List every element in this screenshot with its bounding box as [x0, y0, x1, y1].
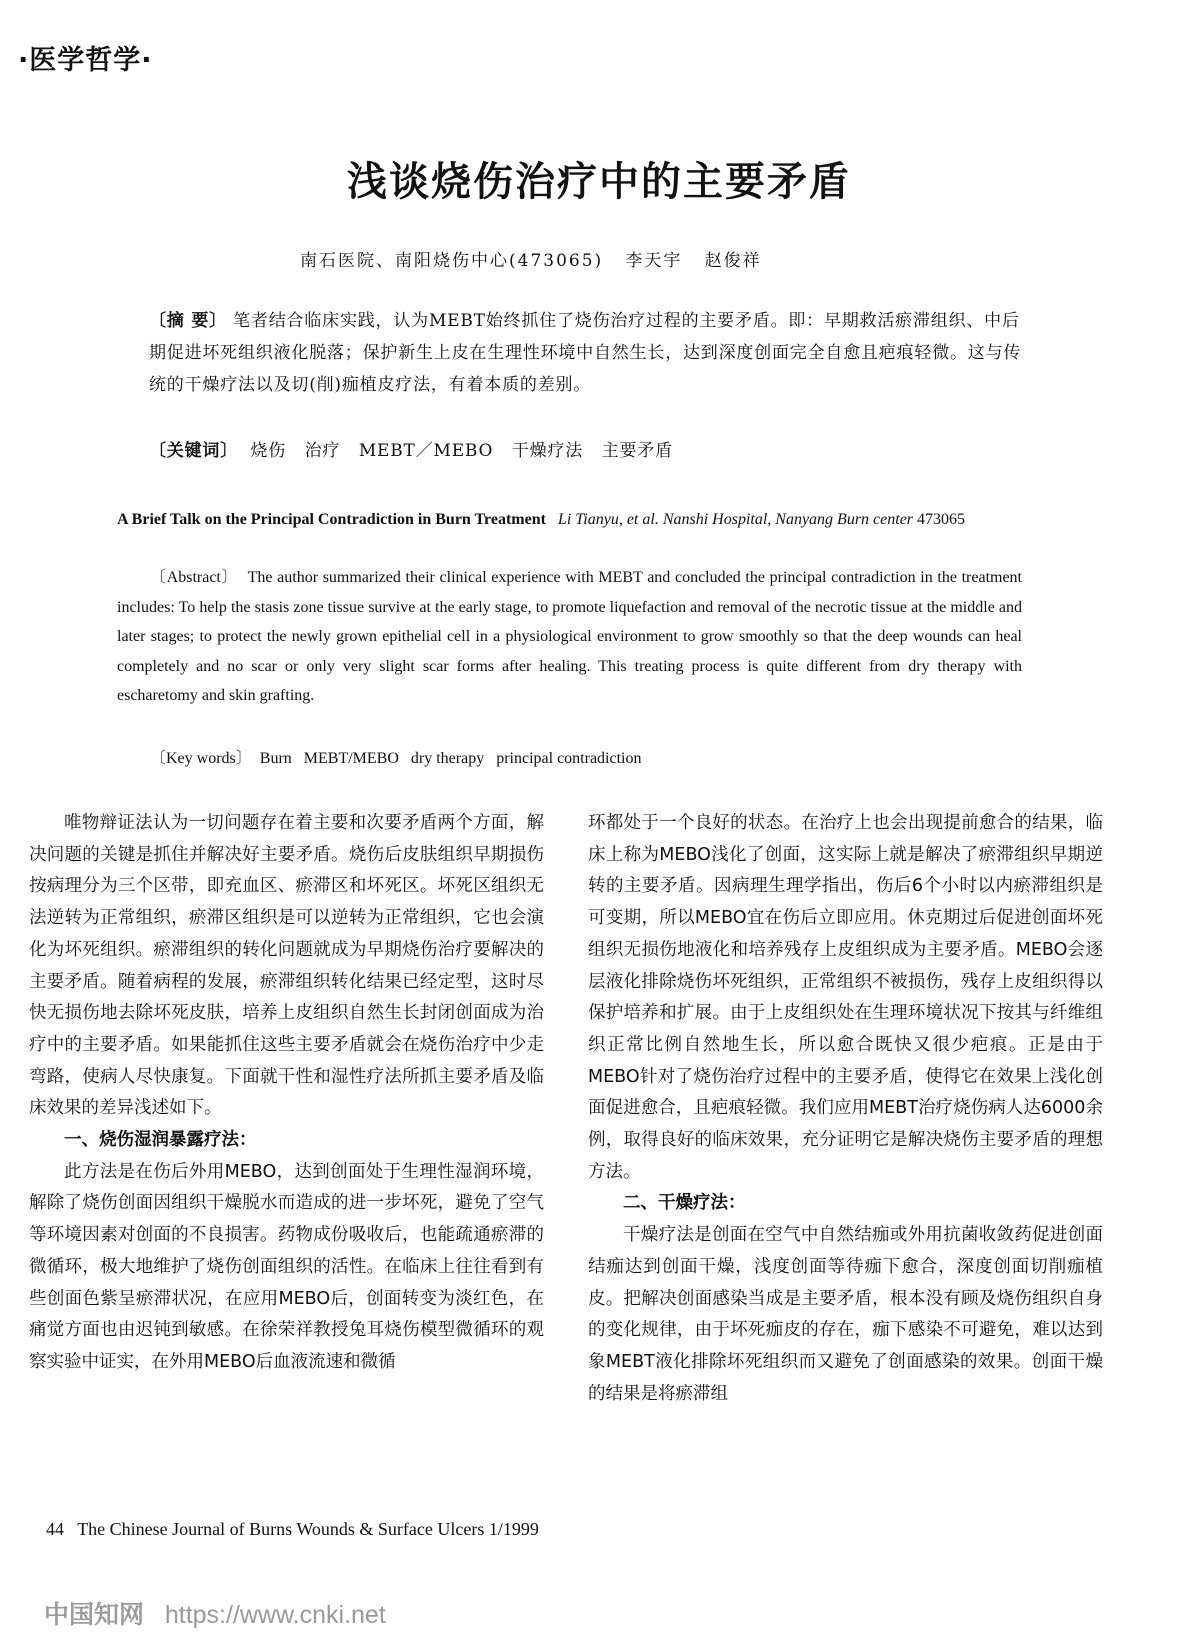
cnki-url: https://www.cnki.net	[164, 1601, 386, 1629]
article-title: 浅谈烧伤治疗中的主要矛盾	[347, 159, 851, 205]
english-title-block	[117, 505, 1022, 535]
body-left-column	[29, 808, 544, 1379]
body-paragraph: 环都处于一个良好的状态。在治疗上也会出现提前愈合的结果，临床上称为MEBO浅化了创面，这实际上就是解决了瘀滞组织早期逆转的主要矛盾。因病理生理学指出，伤后6个小时以内瘀滞组织是可变期，所以MEBO宜在伤后立即应用。休克期过后促进创面坏死组织无损伤地液化和培养残存上皮组织成为主要矛盾。MEBO会逐层液化排除烧伤坏死组织，正常组织不被损伤，残存上皮组织得以保护培养和扩展。由于上皮组织处在生理环境状况下按其与纤维组织正常比例自然地生长，所以愈合既快又很少疤痕。正是由于MEBO针对了烧伤治疗过程中的主要矛盾，使得它在效果上浅化创面促进愈合，且疤痕轻微。我们应用MEBT治疗烧伤病人达6000余例，取得良好的临床效果，充分证明它是解决烧伤主要矛盾的理想方法。	[588, 813, 1103, 1182]
english-abstract	[117, 563, 1022, 711]
body-right-column	[588, 808, 1103, 1410]
chinese-abstract	[117, 305, 1022, 401]
cnki-watermark	[44, 1595, 386, 1631]
section-heading: 一、烧伤湿润暴露疗法：	[64, 1130, 257, 1151]
chinese-abstract-label: 〔摘 要〕	[149, 311, 227, 331]
page-number: 44	[46, 1519, 64, 1539]
body-paragraph: 干燥疗法是创面在空气中自然结痂或外用抗菌收敛药促进创面结痂达到创面干燥，浅度创面等待痂下愈合，深度创面切削痂植皮。把解决创面感染当成是主要矛盾，根本没有顾及烧伤组织自身的变化规律，由于坏死痂皮的存在，痂下感染不可避免，难以达到象MEBT液化排除坏死组织而又避免了创面感染的效果。创面干燥的结果是将瘀滞组	[588, 1225, 1103, 1404]
section-label: ·医学哲学·	[18, 45, 153, 76]
english-zip: 473065	[917, 511, 966, 528]
section-heading: 二、干燥疗法：	[623, 1193, 746, 1214]
english-byline: Li Tianyu, et al. Nanshi Hospital, Nanyang Burn center	[557, 511, 914, 528]
english-keywords	[150, 745, 641, 768]
english-abstract-label: 〔Abstract〕	[150, 569, 239, 586]
cnki-logo-text: 中国知网	[44, 1600, 145, 1629]
author-affiliation: 南石医院、南阳烧伤中心(473065) 李天宇 赵俊祥	[300, 251, 762, 271]
english-keywords-text: Burn MEBT/MEBO dry therapy principal contradiction	[259, 750, 642, 767]
chinese-keywords-text: 烧伤 治疗 MEBT／MEBO 干燥疗法 主要矛盾	[250, 441, 673, 461]
page-footer	[46, 1519, 539, 1540]
body-paragraph: 唯物辩证法认为一切问题存在着主要和次要矛盾两个方面，解决问题的关键是抓住并解决好主要矛盾。烧伤后皮肤组织早期损伤按病理分为三个区带，即充血区、瘀滞区和坏死区。坏死区组织无法逆转为正常组织，瘀滞区组织是可以逆转为正常组织，它也会演化为坏死组织。瘀滞组织的转化问题就成为早期烧伤治疗要解决的主要矛盾。随着病程的发展，瘀滞组织转化结果已经定型，这时尽快无损伤地去除坏死皮肤，培养上皮组织自然生长封闭创面成为治疗中的主要矛盾。如果能抓住这些主要矛盾就会在烧伤治疗中少走弯路，使病人尽快康复。下面就干性和湿性疗法所抓主要矛盾及临床效果的差异浅述如下。	[29, 813, 544, 1119]
chinese-keywords	[149, 436, 673, 461]
chinese-abstract-text: 笔者结合临床实践，认为MEBT始终抓住了烧伤治疗过程的主要矛盾。即：早期救活瘀滞组织、中后期促进坏死组织液化脱落；保护新生上皮在生理性环境中自然生长，达到深度创面完全自愈且疤痕轻微。这与传统的干燥疗法以及切(削)痂植皮疗法，有着本质的差别。	[149, 311, 1022, 395]
chinese-keywords-label: 〔关键词〕	[149, 441, 238, 461]
journal-name: The Chinese Journal of Burns Wounds & Surface Ulcers 1/1999	[77, 1519, 539, 1539]
body-paragraph: 此方法是在伤后外用MEBO，达到创面处于生理性湿润环境，解除了烧伤创面因组织干燥脱水而造成的进一步坏死，避免了空气等环境因素对创面的不良损害。药物成份吸收后，也能疏通瘀滞的微循环，极大地维护了烧伤创面组织的活性。在临床上往往看到有些创面色紫呈瘀滞状况，在应用MEBO后，创面转变为淡红色，在痛觉方面也由迟钝到敏感。在徐荣祥教授兔耳烧伤模型微循环的观察实验中证实，在外用MEBO后血液流速和微循	[29, 1161, 544, 1372]
english-title: A Brief Talk on the Principal Contradiction in Burn Treatment	[117, 511, 546, 528]
english-keywords-label: 〔Key words〕	[150, 750, 252, 767]
english-abstract-text: The author summarized their clinical experience with MEBT and concluded the principal contradiction in the treatment includes: To help the stasis zone tissue survive at the early stage, to promote liquefaction and removal of the necrotic tissue at the middle and later stages; to protect the newly grown epithelial cell in a physiological environment to grow smoothly so that the deep wounds can heal completely and no scar or only very slight scar forms after healing. This treating process is quite different from dry therapy with escharetomy and skin grafting.	[117, 569, 1023, 705]
